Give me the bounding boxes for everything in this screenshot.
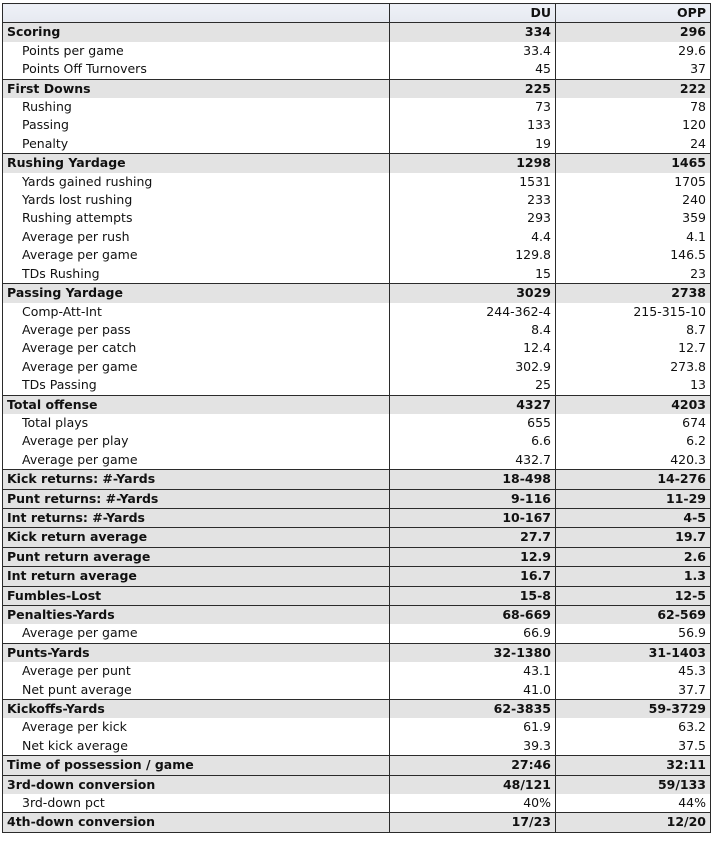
stat-sub-row [3,376,711,395]
stat-label: Total plays [3,414,390,432]
stat-label: 3rd-down conversion [3,775,390,794]
stat-label: Rushing attempts [3,209,390,227]
team-value: 334 [390,23,556,42]
team-value: 655 [390,414,556,432]
opponent-value: 14-276 [556,470,711,489]
stat-label: Points per game [3,42,390,60]
stat-label: First Downs [3,79,390,98]
team-value: 233 [390,191,556,209]
stat-group-row [3,489,711,508]
stat-sub-row [3,737,711,756]
stat-label: Passing [3,116,390,134]
stat-sub-row [3,191,711,209]
team-value: 129.8 [390,246,556,264]
team-value: 293 [390,209,556,227]
team-value: 18-498 [390,470,556,489]
team-value: 27.7 [390,528,556,547]
stat-group-row [3,547,711,566]
stat-group-row [3,643,711,662]
team-value: 43.1 [390,662,556,680]
opponent-value: 8.7 [556,321,711,339]
opponent-value: 420.3 [556,451,711,470]
team-value: 61.9 [390,718,556,736]
stat-group-row [3,23,711,42]
stat-sub-row [3,116,711,134]
stat-label: Rushing [3,98,390,116]
team-value: 27:46 [390,756,556,775]
stat-group-row [3,284,711,303]
stat-label: Net kick average [3,737,390,756]
stat-label: TDs Rushing [3,265,390,284]
stat-label: 4th-down conversion [3,813,390,832]
stat-group-row [3,756,711,775]
opponent-value: 674 [556,414,711,432]
opponent-value: 37.7 [556,681,711,700]
stat-group-row [3,508,711,527]
opponent-value: 23 [556,265,711,284]
team-value: 17/23 [390,813,556,832]
stat-sub-row [3,135,711,154]
opponent-value: 12-5 [556,586,711,605]
opponent-value: 6.2 [556,432,711,450]
opponent-value: 45.3 [556,662,711,680]
opponent-value: 31-1403 [556,643,711,662]
team-value: 244-362-4 [390,303,556,321]
team-value: 16.7 [390,567,556,586]
stat-group-row [3,395,711,414]
stat-label: Average per punt [3,662,390,680]
team-value: 25 [390,376,556,395]
stat-label: Total offense [3,395,390,414]
team-value: 66.9 [390,624,556,643]
team-value: 1298 [390,154,556,173]
opponent-value: 59/133 [556,775,711,794]
stats-body [3,23,711,832]
opponent-value: 59-3729 [556,700,711,719]
stat-sub-row [3,451,711,470]
opponent-value: 120 [556,116,711,134]
stat-sub-row [3,794,711,813]
opponent-value: 12/20 [556,813,711,832]
stat-sub-row [3,42,711,60]
stat-sub-row [3,624,711,643]
stat-label: Rushing Yardage [3,154,390,173]
stat-group-row [3,567,711,586]
opponent-value: 37.5 [556,737,711,756]
stat-label: Average per game [3,451,390,470]
team-value: 40% [390,794,556,813]
header-row [3,4,711,23]
stat-sub-row [3,209,711,227]
opponent-value: 215-315-10 [556,303,711,321]
team-value: 1531 [390,173,556,191]
team-value: 133 [390,116,556,134]
stat-sub-row [3,662,711,680]
opponent-value: 2738 [556,284,711,303]
team-value: 8.4 [390,321,556,339]
stat-label: Penalties-Yards [3,606,390,625]
opponent-value: 44% [556,794,711,813]
stat-sub-row [3,432,711,450]
stat-sub-row [3,98,711,116]
stat-label: Average per kick [3,718,390,736]
team-value: 45 [390,60,556,79]
stat-group-row [3,813,711,832]
stat-label: Yards lost rushing [3,191,390,209]
stat-label: 3rd-down pct [3,794,390,813]
stat-sub-row [3,246,711,264]
team-value: 62-3835 [390,700,556,719]
stat-label: Average per play [3,432,390,450]
team-value: 432.7 [390,451,556,470]
stat-label: Scoring [3,23,390,42]
team-value: 15 [390,265,556,284]
team-value: 15-8 [390,586,556,605]
team-value: 19 [390,135,556,154]
opponent-value: 62-569 [556,606,711,625]
stat-sub-row [3,321,711,339]
team-stats-table [2,3,711,833]
stat-label: Int returns: #-Yards [3,508,390,527]
opponent-value: 32:11 [556,756,711,775]
team-value: 39.3 [390,737,556,756]
stat-sub-row [3,718,711,736]
stat-group-row [3,775,711,794]
opponent-value: 29.6 [556,42,711,60]
stat-label: Time of possession / game [3,756,390,775]
stat-label: Passing Yardage [3,284,390,303]
team-value: 41.0 [390,681,556,700]
opponent-value: 78 [556,98,711,116]
stat-group-row [3,470,711,489]
stat-sub-row [3,303,711,321]
stat-label: TDs Passing [3,376,390,395]
stat-sub-row [3,358,711,376]
opponent-value: 4.1 [556,228,711,246]
opponent-value: 1705 [556,173,711,191]
stat-label: Punt return average [3,547,390,566]
stat-sub-row [3,228,711,246]
opponent-value: 37 [556,60,711,79]
opponent-value: 146.5 [556,246,711,264]
team-value: 9-116 [390,489,556,508]
team-value: 12.4 [390,339,556,357]
stat-sub-row [3,414,711,432]
stat-label: Average per catch [3,339,390,357]
stat-label: Points Off Turnovers [3,60,390,79]
stat-group-row [3,154,711,173]
stat-label: Average per pass [3,321,390,339]
stat-label: Kickoffs-Yards [3,700,390,719]
stat-sub-row [3,265,711,284]
opponent-value: 11-29 [556,489,711,508]
team-value: 33.4 [390,42,556,60]
opponent-value: 222 [556,79,711,98]
opponent-value: 19.7 [556,528,711,547]
opponent-value: 4-5 [556,508,711,527]
stat-label: Int return average [3,567,390,586]
stat-sub-row [3,681,711,700]
opponent-value: 359 [556,209,711,227]
team-value: 10-167 [390,508,556,527]
opponent-value: 63.2 [556,718,711,736]
opponent-value: 24 [556,135,711,154]
stat-label: Fumbles-Lost [3,586,390,605]
stat-label: Punts-Yards [3,643,390,662]
opponent-value: 2.6 [556,547,711,566]
stat-label: Penalty [3,135,390,154]
team-value: 68-669 [390,606,556,625]
stat-group-row [3,586,711,605]
stat-sub-row [3,173,711,191]
stat-label: Comp-Att-Int [3,303,390,321]
opponent-value: 240 [556,191,711,209]
stat-group-row [3,606,711,625]
opponent-value: 4203 [556,395,711,414]
team-value: 3029 [390,284,556,303]
stat-label: Average per game [3,246,390,264]
stat-label: Kick return average [3,528,390,547]
team-value: 4327 [390,395,556,414]
opponent-value: 12.7 [556,339,711,357]
header-opponent: OPP [556,4,711,23]
team-value: 225 [390,79,556,98]
header-label [3,4,390,23]
opponent-value: 1465 [556,154,711,173]
stat-label: Yards gained rushing [3,173,390,191]
team-value: 6.6 [390,432,556,450]
stat-group-row [3,528,711,547]
opponent-value: 1.3 [556,567,711,586]
header-team: DU [390,4,556,23]
team-value: 48/121 [390,775,556,794]
stat-group-row [3,79,711,98]
team-value: 73 [390,98,556,116]
stat-label: Punt returns: #-Yards [3,489,390,508]
stat-label: Net punt average [3,681,390,700]
stat-label: Average per game [3,624,390,643]
team-value: 12.9 [390,547,556,566]
team-value: 4.4 [390,228,556,246]
stat-group-row [3,700,711,719]
stat-sub-row [3,339,711,357]
stat-sub-row [3,60,711,79]
opponent-value: 13 [556,376,711,395]
opponent-value: 273.8 [556,358,711,376]
team-value: 302.9 [390,358,556,376]
opponent-value: 296 [556,23,711,42]
team-value: 32-1380 [390,643,556,662]
stat-label: Kick returns: #-Yards [3,470,390,489]
opponent-value: 56.9 [556,624,711,643]
stat-label: Average per game [3,358,390,376]
stat-label: Average per rush [3,228,390,246]
